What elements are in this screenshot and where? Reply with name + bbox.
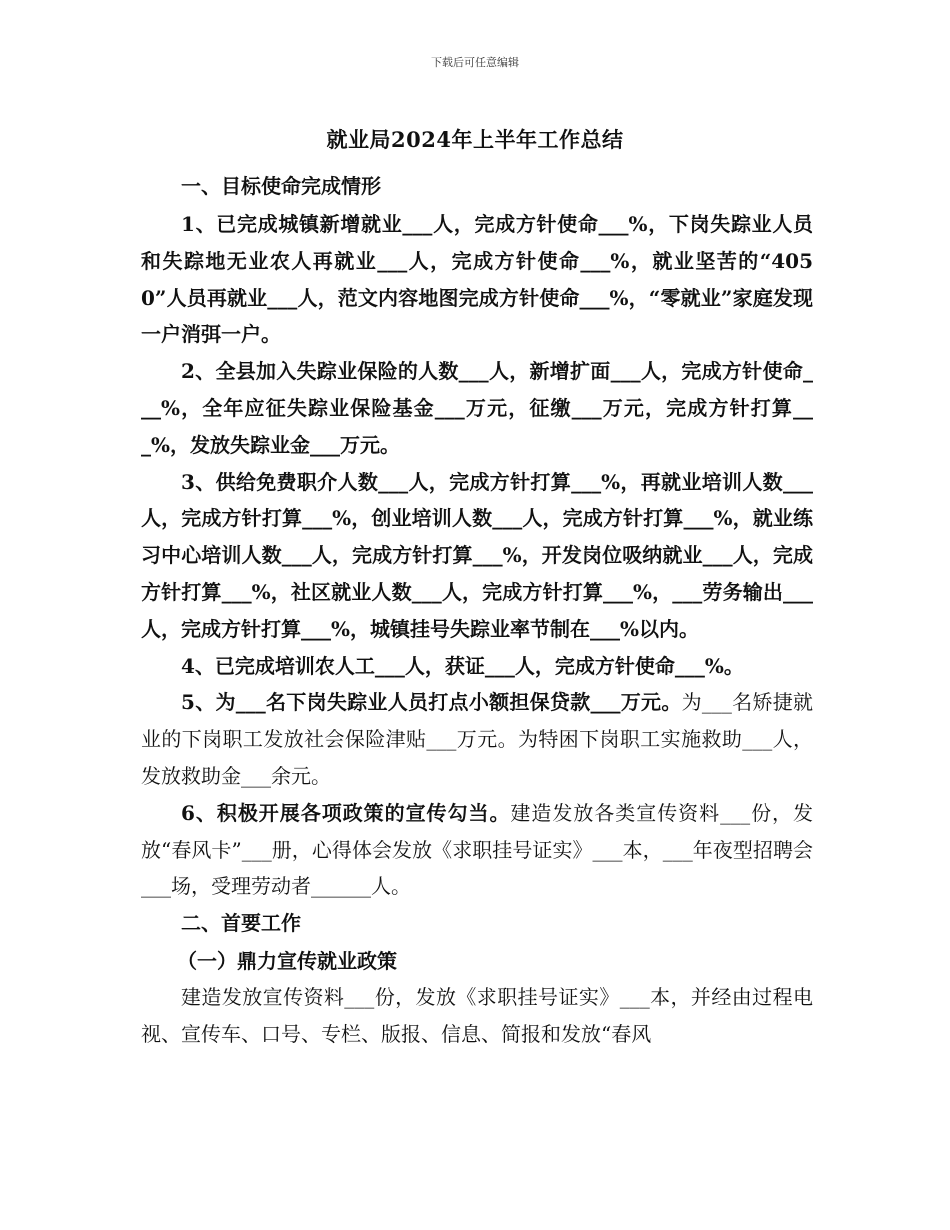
section-heading-2: 二、首要工作 — [181, 911, 301, 936]
section-heading-1: 一、目标使命完成情形 — [181, 174, 381, 198]
subsection-heading-1: （一）鼎力宣传就业政策 — [177, 949, 397, 974]
paragraph-6-normal: 建造发放各类宣传资料___份，发放“春风卡”___册，心得体会发放《求职挂号证实》___本，___年夜型招聘会___场，受理劳动者______人。 — [141, 800, 814, 899]
paragraph-5 — [141, 684, 813, 794]
paragraph-2: 2、全县加入失踪业保险的人数___人，新增扩面___人，完成方针使命___%，全年应征失踪业保险基金___万元，征缴___万元，完成方针打算___%，发放失踪业金___万元。 — [141, 359, 813, 457]
header-note: 下载后可任意编辑 — [431, 56, 519, 69]
paragraph-5-normal: 为___名矫捷就业的下岗职工发放社会保险津贴___万元。为特困下岗职工实施救助___人，发放救助金___余元。 — [141, 690, 814, 788]
paragraph-last: 建造发放宣传资料___份，发放《求职挂号证实》___本，并经由过程电视、宣传车、口号、专栏、版报、信息、简报和发放“春风 — [141, 985, 813, 1046]
paragraph-1: 1、已完成城镇新增就业___人，完成方针使命___%，下岗失踪业人员和失踪地无业农人再就业___人，完成方针使命___%，就业坚苦的“4050”人员再就业___人，范文内容地图完成方针使命___%，“零就业”家庭发现一户消弭一户。 — [141, 212, 813, 347]
document-body — [141, 168, 813, 1053]
document-title: 就业局2024年上半年工作总结 — [326, 127, 624, 152]
paragraph-3: 3、供给免费职介人数___人，完成方针打算___%，再就业培训人数___人，完成方针打算___%，创业培训人数___人，完成方针打算___%，就业练习中心培训人数___人，完成方针打算___%，开发岗位吸纳就业___人，完成方针打算___%，社区就业人数___人，完成方针打算___%，___劳务输出___人，完成方针打算___%，城镇挂号失踪业率节制在___%以内。 — [141, 469, 813, 641]
paragraph-4: 4、已完成培训农人工___人，获证___人，完成方针使命___%。 — [181, 653, 744, 678]
paragraph-6-bold: 6、积极开展各项政策的宣传勾当。 — [181, 800, 511, 825]
paragraph-5-bold: 5、为___名下岗失踪业人员打点小额担保贷款___万元。 — [181, 690, 682, 715]
paragraph-6 — [141, 795, 813, 905]
